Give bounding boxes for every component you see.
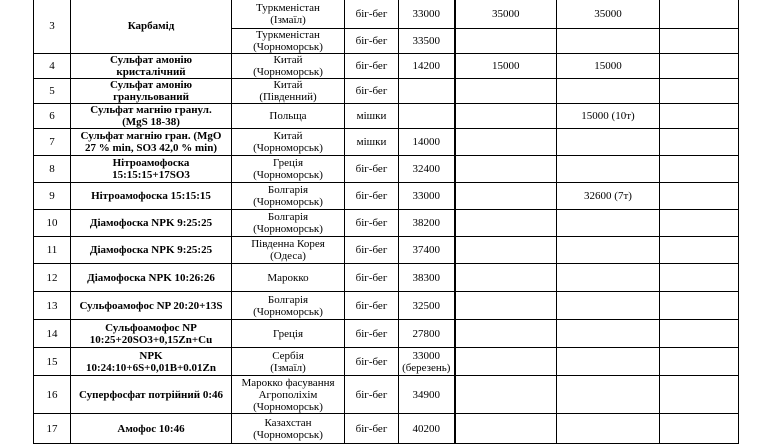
cell-row-number: 12 bbox=[34, 264, 71, 292]
cell-origin: Китай (Чорноморськ) bbox=[232, 54, 345, 79]
cell-price-1: 37400 bbox=[399, 237, 455, 264]
cell-packaging: біг-бег bbox=[345, 414, 399, 444]
cell-row-number: 9 bbox=[34, 183, 71, 210]
cell-packaging: біг-бег bbox=[345, 183, 399, 210]
cell-price-1 bbox=[399, 104, 455, 129]
cell-product-name: Діамофоска NPK 10:26:26 bbox=[71, 264, 232, 292]
cell-price-4 bbox=[660, 348, 739, 376]
cell-product-name: Діамофоска NPK 9:25:25 bbox=[71, 237, 232, 264]
cell-row-number: 3 bbox=[34, 0, 71, 54]
cell-row-number: 13 bbox=[34, 292, 71, 320]
cell-price-2 bbox=[455, 79, 557, 104]
cell-product-name: Амофос 10:46 bbox=[71, 414, 232, 444]
cell-price-3 bbox=[557, 292, 660, 320]
cell-price-4 bbox=[660, 29, 739, 54]
cell-packaging: біг-бег bbox=[345, 348, 399, 376]
cell-price-4 bbox=[660, 376, 739, 414]
cell-price-2 bbox=[455, 320, 557, 348]
table-row bbox=[34, 0, 739, 29]
table-row bbox=[34, 237, 739, 264]
cell-packaging: біг-бег bbox=[345, 320, 399, 348]
cell-price-4 bbox=[660, 129, 739, 156]
cell-product-name: Сульфат магнію гранул. (MgS 18-38) bbox=[71, 104, 232, 129]
cell-price-4 bbox=[660, 104, 739, 129]
fertilizer-price-table bbox=[33, 0, 739, 444]
cell-price-1: 14200 bbox=[399, 54, 455, 79]
cell-price-1: 32400 bbox=[399, 156, 455, 183]
cell-price-1: 40200 bbox=[399, 414, 455, 444]
cell-origin: Туркменістан (Чорноморськ) bbox=[232, 29, 345, 54]
cell-packaging: біг-бег bbox=[345, 376, 399, 414]
table-row bbox=[34, 348, 739, 376]
cell-price-3 bbox=[557, 129, 660, 156]
table-row bbox=[34, 129, 739, 156]
cell-packaging: біг-бег bbox=[345, 0, 399, 29]
cell-origin: Болгарія (Чорноморськ) bbox=[232, 210, 345, 237]
cell-origin: Китай (Південний) bbox=[232, 79, 345, 104]
cell-row-number: 7 bbox=[34, 129, 71, 156]
cell-packaging: біг-бег bbox=[345, 79, 399, 104]
cell-row-number: 5 bbox=[34, 79, 71, 104]
cell-price-2 bbox=[455, 29, 557, 54]
cell-packaging: мішки bbox=[345, 104, 399, 129]
cell-product-name: Нітроамофоска 15:15:15+17SO3 bbox=[71, 156, 232, 183]
table-row bbox=[34, 79, 739, 104]
cell-price-2 bbox=[455, 292, 557, 320]
cell-price-4 bbox=[660, 0, 739, 29]
cell-price-2 bbox=[455, 348, 557, 376]
cell-row-number: 16 bbox=[34, 376, 71, 414]
cell-price-2: 35000 bbox=[455, 0, 557, 29]
cell-packaging: біг-бег bbox=[345, 29, 399, 54]
cell-row-number: 6 bbox=[34, 104, 71, 129]
table-row bbox=[34, 292, 739, 320]
cell-origin: Сербія (Ізмаїл) bbox=[232, 348, 345, 376]
cell-origin: Південна Корея (Одеса) bbox=[232, 237, 345, 264]
cell-row-number: 11 bbox=[34, 237, 71, 264]
cell-price-1: 38300 bbox=[399, 264, 455, 292]
cell-price-2 bbox=[455, 237, 557, 264]
cell-product-name: NPK 10:24:10+6S+0,01B+0.01Zn bbox=[71, 348, 232, 376]
cell-price-1: 33500 bbox=[399, 29, 455, 54]
cell-price-3 bbox=[557, 237, 660, 264]
cell-product-name: Сульфат магнію гран. (MgO 27 % min, SO3 42,0 % min) bbox=[71, 129, 232, 156]
cell-price-1: 33000 bbox=[399, 183, 455, 210]
cell-price-1 bbox=[399, 79, 455, 104]
table-row bbox=[34, 264, 739, 292]
cell-price-4 bbox=[660, 320, 739, 348]
cell-price-3 bbox=[557, 376, 660, 414]
cell-price-3 bbox=[557, 348, 660, 376]
cell-price-2 bbox=[455, 210, 557, 237]
table-row bbox=[34, 54, 739, 79]
cell-packaging: мішки bbox=[345, 129, 399, 156]
cell-price-3 bbox=[557, 156, 660, 183]
cell-price-2 bbox=[455, 183, 557, 210]
cell-price-1: 32500 bbox=[399, 292, 455, 320]
table-row bbox=[34, 210, 739, 237]
cell-price-1: 38200 bbox=[399, 210, 455, 237]
cell-origin: Китай (Чорноморськ) bbox=[232, 129, 345, 156]
cell-row-number: 10 bbox=[34, 210, 71, 237]
cell-price-4 bbox=[660, 183, 739, 210]
table-row bbox=[34, 376, 739, 414]
cell-price-1: 27800 bbox=[399, 320, 455, 348]
cell-price-4 bbox=[660, 264, 739, 292]
cell-price-3: 32600 (7т) bbox=[557, 183, 660, 210]
cell-origin: Марокко фасування Агрополіхім (Чорноморськ) bbox=[232, 376, 345, 414]
cell-price-3 bbox=[557, 79, 660, 104]
cell-price-2 bbox=[455, 264, 557, 292]
cell-product-name: Діамофоска NPK 9:25:25 bbox=[71, 210, 232, 237]
cell-row-number: 8 bbox=[34, 156, 71, 183]
table-row bbox=[34, 320, 739, 348]
cell-price-3: 15000 bbox=[557, 54, 660, 79]
cell-price-3 bbox=[557, 29, 660, 54]
cell-product-name: Сульфат амонію гранульований bbox=[71, 79, 232, 104]
cell-packaging: біг-бег bbox=[345, 156, 399, 183]
cell-origin: Греція (Чорноморськ) bbox=[232, 156, 345, 183]
cell-origin: Болгарія (Чорноморськ) bbox=[232, 292, 345, 320]
cell-product-name: Нітроамофоска 15:15:15 bbox=[71, 183, 232, 210]
cell-price-4 bbox=[660, 292, 739, 320]
cell-price-4 bbox=[660, 237, 739, 264]
cell-price-2: 15000 bbox=[455, 54, 557, 79]
table-row bbox=[34, 414, 739, 444]
cell-product-name: Сульфоамофос NP 10:25+20SO3+0,15Zn+Cu bbox=[71, 320, 232, 348]
cell-price-2 bbox=[455, 376, 557, 414]
cell-price-3 bbox=[557, 414, 660, 444]
cell-product-name: Суперфосфат потрійний 0:46 bbox=[71, 376, 232, 414]
cell-price-3 bbox=[557, 210, 660, 237]
cell-row-number: 15 bbox=[34, 348, 71, 376]
cell-packaging: біг-бег bbox=[345, 210, 399, 237]
cell-product-name: Сульфат амонію кристалічний bbox=[71, 54, 232, 79]
cell-packaging: біг-бег bbox=[345, 292, 399, 320]
cell-origin: Болгарія (Чорноморськ) bbox=[232, 183, 345, 210]
cell-price-3 bbox=[557, 264, 660, 292]
cell-price-2 bbox=[455, 156, 557, 183]
cell-origin: Марокко bbox=[232, 264, 345, 292]
cell-price-4 bbox=[660, 210, 739, 237]
cell-packaging: біг-бег bbox=[345, 54, 399, 79]
cell-price-4 bbox=[660, 54, 739, 79]
cell-row-number: 4 bbox=[34, 54, 71, 79]
cell-product-name: Сульфоамофос NP 20:20+13S bbox=[71, 292, 232, 320]
cell-origin: Туркменістан (Ізмаїл) bbox=[232, 0, 345, 29]
cell-product-name: Карбамід bbox=[71, 0, 232, 54]
cell-price-3: 15000 (10т) bbox=[557, 104, 660, 129]
cell-price-3 bbox=[557, 320, 660, 348]
cell-row-number: 14 bbox=[34, 320, 71, 348]
cell-row-number: 17 bbox=[34, 414, 71, 444]
cell-price-2 bbox=[455, 104, 557, 129]
table-row bbox=[34, 156, 739, 183]
cell-price-2 bbox=[455, 414, 557, 444]
cell-price-1: 33000 bbox=[399, 0, 455, 29]
cell-packaging: біг-бег bbox=[345, 237, 399, 264]
table-row bbox=[34, 104, 739, 129]
cell-price-4 bbox=[660, 414, 739, 444]
cell-price-1: 33000 (березень) bbox=[399, 348, 455, 376]
cell-origin: Польща bbox=[232, 104, 345, 129]
cell-price-4 bbox=[660, 79, 739, 104]
cell-origin: Казахстан (Чорноморськ) bbox=[232, 414, 345, 444]
cell-price-1: 34900 bbox=[399, 376, 455, 414]
cell-price-1: 14000 bbox=[399, 129, 455, 156]
cell-price-4 bbox=[660, 156, 739, 183]
cell-price-2 bbox=[455, 129, 557, 156]
cell-origin: Греція bbox=[232, 320, 345, 348]
cell-packaging: біг-бег bbox=[345, 264, 399, 292]
cell-price-3: 35000 bbox=[557, 0, 660, 29]
table-row bbox=[34, 183, 739, 210]
